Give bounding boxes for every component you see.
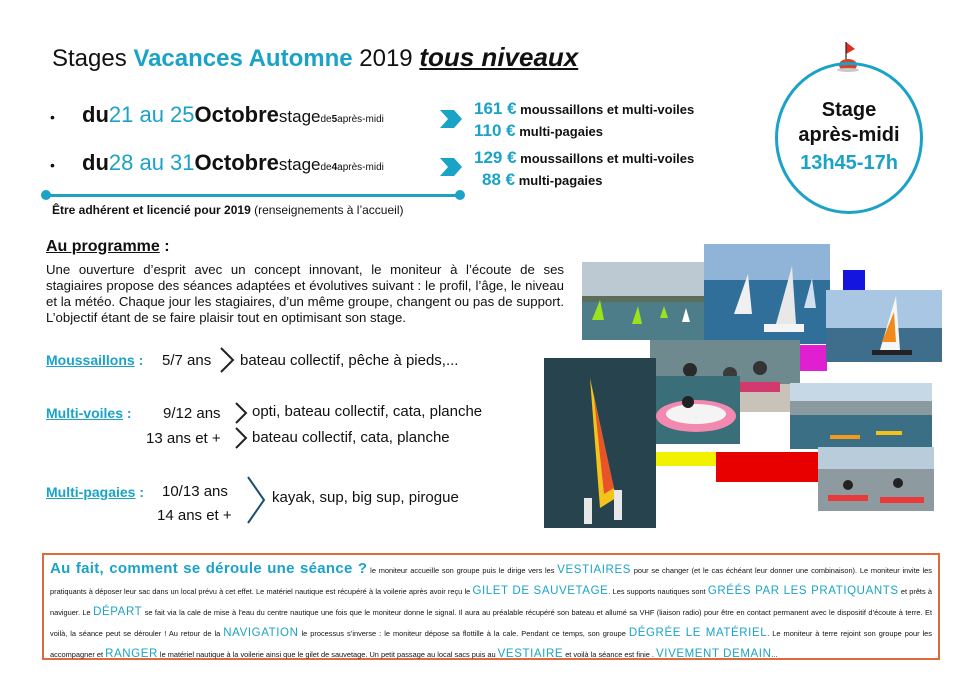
divider-dot xyxy=(455,190,465,200)
decor-block-yellow xyxy=(656,452,718,466)
price-label: multi-pagaies xyxy=(515,173,603,188)
price-label: moussaillons et multi-voiles xyxy=(516,102,695,117)
chevron-right-icon xyxy=(233,400,249,426)
schedule-circle xyxy=(775,62,923,214)
title-part1: Stages xyxy=(52,45,134,72)
session-range: 28 au 31 xyxy=(108,150,195,175)
session-line-2 xyxy=(50,150,384,176)
photo-optimists xyxy=(704,244,830,344)
seance-text: le moniteur accueille son groupe puis le dirige vers les xyxy=(367,566,558,575)
session-detail-num: 4 xyxy=(331,162,338,173)
arrow-right-icon xyxy=(440,108,462,130)
membership-bold: Être adhérent et licencié pour 2019 xyxy=(52,203,251,217)
seance-text: pour se changer (et le cas échéant leur donner une combinaison). Le moniteur invite les pratiquants à déposer leur sac dans un local prévu à cet effet. Le matériel nautique est récupéré à la voilerie après avoir reçu le xyxy=(50,566,932,596)
title-part2: 2019 xyxy=(352,45,420,72)
activity-list: bateau collectif, cata, planche xyxy=(252,429,450,446)
category-label: Moussaillons xyxy=(46,352,135,368)
category-multi-pagaies xyxy=(46,484,144,501)
price-row xyxy=(482,170,603,190)
price-row xyxy=(474,148,694,168)
price-amount: 129 € xyxy=(474,148,517,167)
session-range: 21 au 25 xyxy=(108,102,195,127)
programme-text: Une ouverture d’esprit avec un concept innovant, le moniteur à l’écoute de ses stagiaires propose des séances adaptées et évolutives suivant : le profil, l’âge, le niveau et la météo. Chaque jour les stagiaires, d’un même groupe, changent ou pas de support. L’objectif étant de se faire plaisir tout en optimisant son stage. xyxy=(46,262,564,325)
price-row xyxy=(474,99,694,119)
seance-text: ... xyxy=(771,650,778,659)
photo-aerial-catamaran xyxy=(544,358,656,528)
keyword: GILET DE SAUVETAGE xyxy=(472,585,609,597)
age-range: 14 ans et + xyxy=(157,507,232,524)
programme-title xyxy=(46,238,170,256)
keyword: VIVEMENT DEMAIN xyxy=(656,648,772,660)
session-stage: stage xyxy=(278,107,321,126)
session-detail-pre: de xyxy=(320,162,332,173)
bullet: • xyxy=(50,157,55,173)
price-label: moussaillons et multi-voiles xyxy=(516,151,695,166)
membership-normal: (renseignements à l’accueil) xyxy=(250,203,404,217)
session-detail-num: 5 xyxy=(331,114,338,125)
divider-dot xyxy=(41,190,51,200)
age-range: 13 ans et + xyxy=(146,430,221,447)
keyword: RANGER xyxy=(105,648,158,660)
photo-paddle-boards xyxy=(818,447,934,511)
age-range: 10/13 ans xyxy=(162,483,228,500)
seance-text: et prêts à naviguer. Le xyxy=(50,587,933,617)
seance-text: le processus s’inverse : le moniteur dépose sa flottille à la cale. Pendant ce temps, son groupe xyxy=(298,629,629,638)
category-sep: : xyxy=(134,352,144,368)
session-du: du xyxy=(82,150,109,175)
session-detail-post: après-midi xyxy=(337,114,384,125)
decor-block-blue xyxy=(843,270,865,292)
category-label: Multi-voiles xyxy=(46,405,124,421)
price-amount: 110 € xyxy=(474,121,516,140)
price-amount: 161 € xyxy=(474,99,517,118)
programme-title-text: Au programme xyxy=(46,238,160,255)
title-emphasis: tous niveaux xyxy=(419,42,579,72)
session-question: Au fait, comment se déroule une séance ? xyxy=(50,560,368,577)
session-month: Octobre xyxy=(194,150,279,175)
category-label: Multi-pagaies xyxy=(46,484,136,500)
activity-list: opti, bateau collectif, cata, planche xyxy=(252,403,483,420)
page-title xyxy=(52,42,578,73)
bullet: • xyxy=(50,109,55,125)
seance-text: . Le moniteur à terre rejoint son groupe pour les accompagner et xyxy=(50,629,932,659)
session-month: Octobre xyxy=(194,102,279,127)
photo-sailing-fleet xyxy=(582,262,706,340)
activity-list: bateau collectif, pêche à pieds,... xyxy=(240,352,459,369)
divider-line xyxy=(46,194,462,197)
session-detail-pre: de xyxy=(320,114,332,125)
chevron-right-icon xyxy=(244,474,268,526)
keyword: VESTIAIRE xyxy=(497,648,564,660)
programme-title-suffix: : xyxy=(159,238,170,255)
age-range: 5/7 ans xyxy=(162,352,212,369)
price-label: multi-pagaies xyxy=(515,124,604,139)
photo-pink-dinghy xyxy=(648,376,740,444)
arrow-right-icon xyxy=(440,156,462,178)
age-range: 9/12 ans xyxy=(163,405,221,422)
circle-line1: Stage xyxy=(821,99,877,121)
circle-line2: après-midi xyxy=(798,124,900,146)
photo-catamaran xyxy=(826,290,942,362)
keyword: DÉPART xyxy=(93,606,143,618)
price-amount: 88 € xyxy=(482,170,516,189)
membership-note xyxy=(52,203,404,217)
seance-text: se fait via la cale de mise à l’eau du centre nautique une fois que le moniteur donne le signal. Il aura au préalable récupéré son bateau et allumé sa VHF (liaison radio) pour être en contact permanent avec le dispositif d’écoute à terre. Et voilà, la séance peut se dérouler ! Au retour de la xyxy=(50,608,932,638)
keyword: VESTIAIRES xyxy=(557,564,632,576)
session-detail-post: après-midi xyxy=(337,162,384,173)
session-stage: stage xyxy=(278,155,321,174)
circle-hours: 13h45-17h xyxy=(800,152,898,174)
category-moussaillons xyxy=(46,352,143,369)
price-row xyxy=(474,121,603,141)
activity-list: kayak, sup, big sup, pirogue xyxy=(272,489,459,506)
category-sep: : xyxy=(123,405,132,421)
session-du: du xyxy=(82,102,109,127)
category-multi-voiles xyxy=(46,405,132,422)
chevron-right-icon xyxy=(233,425,249,451)
keyword: DÉGRÉE LE MATÉRIEL xyxy=(628,627,768,639)
seance-text: et voilà la séance est finie . xyxy=(563,650,656,659)
seance-text: le matériel nautique à la voilerie ainsi que le gilet de sauvetage. Un petit passage au local sacs puis au xyxy=(157,650,498,659)
keyword: NAVIGATION xyxy=(223,627,299,639)
seance-text: . Les supports nautiques sont xyxy=(608,587,708,596)
decor-block-red xyxy=(716,452,820,482)
keyword: GRÉÉS PAR LES PRATIQUANTS xyxy=(707,585,899,597)
photo-kayaks xyxy=(790,383,932,449)
chevron-right-icon xyxy=(218,345,236,375)
session-description-box xyxy=(42,553,940,660)
session-line-1 xyxy=(50,102,384,128)
category-sep: : xyxy=(135,484,145,500)
title-accent: Vacances Automne xyxy=(133,45,353,72)
